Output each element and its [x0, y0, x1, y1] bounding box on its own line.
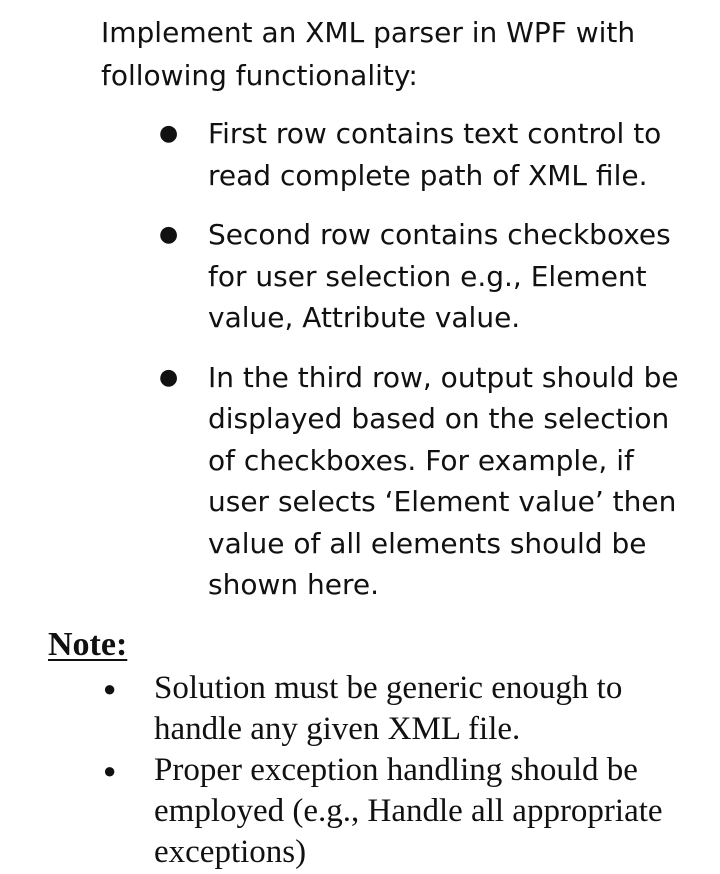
- intro-paragraph: Implement an XML parser in WPF with following functionality:: [101, 16, 636, 92]
- bullet-icon: ●: [159, 364, 179, 390]
- requirement-item-third-row: [0, 357, 720, 606]
- requirement-text: Second row contains checkboxes for user selection e.g., Element value, Attribute value.: [208, 218, 671, 334]
- requirement-item-first-row: [0, 113, 720, 196]
- note-text: Solution must be generic enough to handle any given XML file.: [154, 670, 623, 747]
- bullet-icon: ●: [159, 121, 179, 146]
- requirement-text: In the third row, output should be displayed based on the selection of checkboxes. For example, if user selects ‘Element value’ then value of all elements should be shown here.: [208, 360, 679, 601]
- note-list: [0, 668, 720, 873]
- requirement-item-second-row: [0, 214, 720, 339]
- requirements-list: [0, 113, 720, 606]
- bullet-icon: ●: [103, 676, 117, 701]
- note-item-exceptions: [0, 750, 720, 873]
- bullet-icon: ●: [159, 222, 179, 247]
- bullet-icon: ●: [103, 758, 117, 783]
- requirement-text: First row contains text control to read complete path of XML file.: [208, 117, 662, 192]
- note-text: Proper exception handling should be employed (e.g., Handle all appropriate exceptions): [154, 752, 663, 870]
- note-heading: Note:: [48, 626, 128, 663]
- note-item-generic: [0, 668, 720, 750]
